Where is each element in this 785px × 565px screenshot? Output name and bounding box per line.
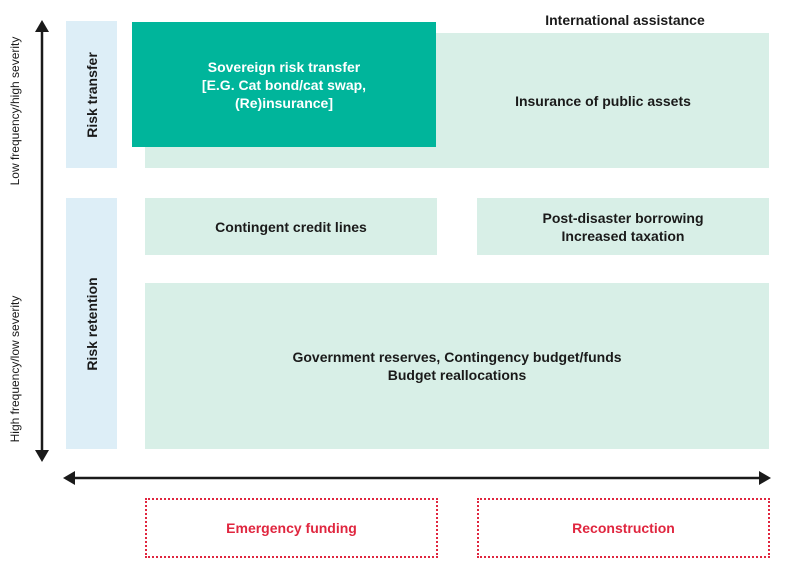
insurance-public-assets: Insurance of public assets	[515, 92, 691, 109]
emergency-funding-box: Emergency funding	[145, 498, 438, 558]
reconstruction-box: Reconstruction	[477, 498, 770, 558]
international-assistance-label: International assistance	[545, 12, 705, 28]
y-axis-bottom-label: High frequency/low severity	[8, 295, 22, 443]
row-label-risk-transfer	[66, 21, 117, 168]
row-label-risk-retention	[66, 198, 117, 449]
risk-transfer-text: Risk transfer	[83, 51, 100, 138]
government-reserves-box: Government reserves, Contingency budget/funds Budget reallocations	[145, 283, 769, 449]
risk-retention-text: Risk retention	[83, 276, 100, 371]
vertical-axis-arrow	[30, 20, 54, 462]
post-disaster-borrowing-box: Post-disaster borrowing Increased taxation	[477, 198, 769, 255]
horizontal-axis-arrow	[63, 466, 771, 490]
sovereign-risk-transfer-box: Sovereign risk transfer [E.G. Cat bond/cat swap, (Re)insurance]	[132, 22, 436, 147]
contingent-credit-lines-box: Contingent credit lines	[145, 198, 437, 255]
y-axis-top-label: Low frequency/high severity	[8, 36, 22, 186]
